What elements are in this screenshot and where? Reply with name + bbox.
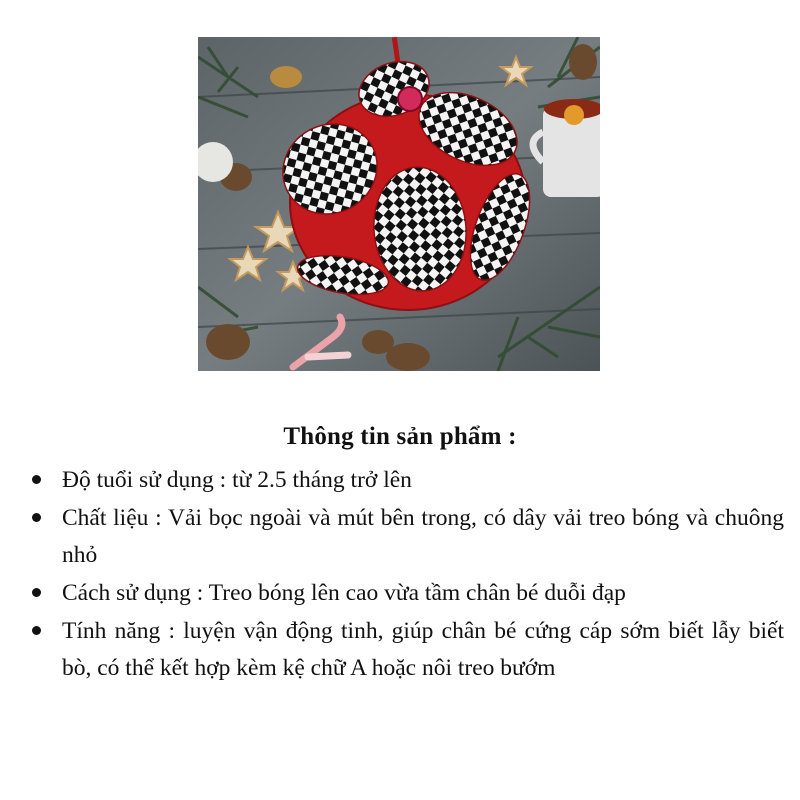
- list-item: [0, 613, 800, 687]
- list-item: [0, 500, 800, 574]
- age-range-text: Độ tuổi sử dụng : từ 2.5 tháng trở lên: [62, 467, 412, 493]
- usage-text: Cách sử dụng : Treo bóng lên cao vừa tầm chân bé duỗi đạp: [62, 580, 626, 606]
- bullet-icon: [32, 513, 41, 522]
- bullet-icon: [32, 626, 41, 635]
- product-info-list: [0, 462, 800, 687]
- material-text: Chất liệu : Vải bọc ngoài và mút bên trong, có dây vải treo bóng và chuông nhỏ: [62, 505, 784, 568]
- list-item: [0, 462, 800, 499]
- product-photo: [198, 37, 600, 371]
- list-item: [0, 575, 800, 612]
- bullet-icon: [32, 588, 41, 597]
- product-info-title: Thông tin sản phẩm :: [283, 423, 517, 450]
- bullet-icon: [32, 475, 41, 484]
- features-text: Tính năng : luyện vận động tinh, giúp chân bé cứng cáp sớm biết lẫy biết bò, có thể kết hợp kèm kệ chữ A hoặc nôi treo bướm: [62, 618, 784, 681]
